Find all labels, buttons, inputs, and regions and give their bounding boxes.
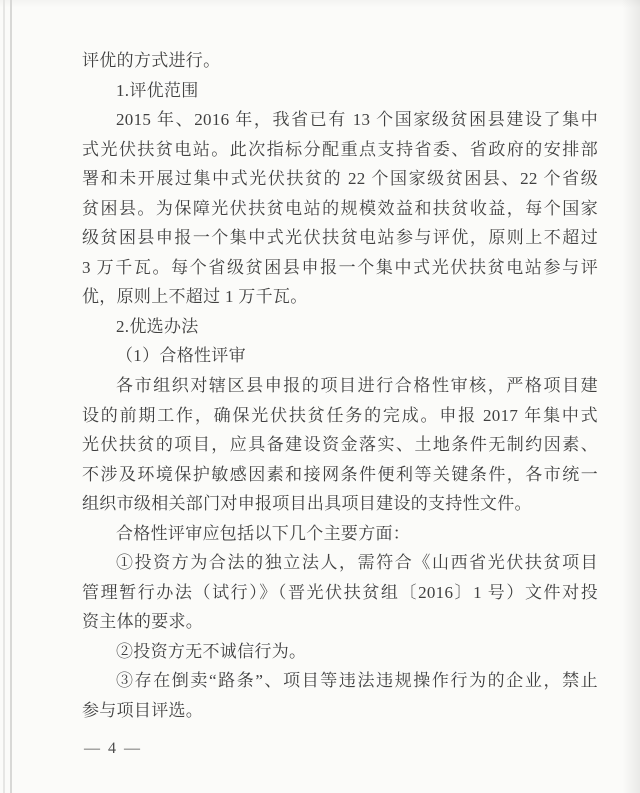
scan-left-fold-line [10,0,12,793]
page-number: — 4 — [84,740,142,757]
text-line: 各市组织对辖区县申报的项目进行合格性审核，严格项目建 [116,376,598,396]
text-line: 资主体的要求。 [82,612,204,632]
text-line: 管理暂行办法（试行）》（晋光伏扶贫组〔2016〕1 号）文件对投 [82,582,598,602]
text-line: 1.评优范围 [116,80,199,100]
text-line: 3 万千瓦。每个省级贫困县申报一个集中式光伏扶贫电站参与评 [82,257,598,277]
text-line: 评优的方式进行。 [82,51,221,70]
text-line: 署和未开展过集中式光伏扶贫的 22 个国家级贫困县、22 个省级 [82,169,598,189]
scan-left-edge-line [3,0,5,793]
scan-top-shade [0,0,640,8]
text-line: 组织市级相关部门对申报项目出具项目建设的支持性文件。 [82,494,532,514]
text-line: 2.优选办法 [116,316,199,336]
scan-right-shade [622,0,640,793]
text-line: 优，原则上不超过 1 万千瓦。 [82,287,308,307]
text-line: 贫困县。为保障光伏扶贫电站的规模效益和扶贫收益，每个国家 [82,198,598,218]
text-line: 光伏扶贫的项目，应具备建设资金落实、土地条件无制约因素、 [82,435,598,455]
text-line: 合格性评审应包括以下几个主要方面： [116,523,411,543]
text-line: 式光伏扶贫电站。此次指标分配重点支持省委、省政府的安排部 [82,139,598,159]
text-line: （1）合格性评审 [116,346,246,366]
text-line: 设的前期工作，确保光伏扶贫任务的完成。申报 2017 年集中式 [82,405,598,425]
text-line: ②投资方无不诚信行为。 [116,641,307,661]
text-line: ①投资方为合法的独立法人，需符合《山西省光伏扶贫项目 [116,553,598,573]
text-line: ③存在倒卖“路条”、项目等违法违规操作行为的企业，禁止 [116,671,598,691]
text-line: 参与项目评选。 [82,701,204,721]
text-line: 2015 年、2016 年，我省已有 13 个国家级贫困县建设了集中 [116,110,598,130]
text-line: 不涉及环境保护敏感因素和接网条件便利等关键条件，各市统一 [82,464,598,484]
document-body [82,46,598,726]
text-line: 级贫困县申报一个集中式光伏扶贫电站参与评优，原则上不超过 [82,228,598,248]
